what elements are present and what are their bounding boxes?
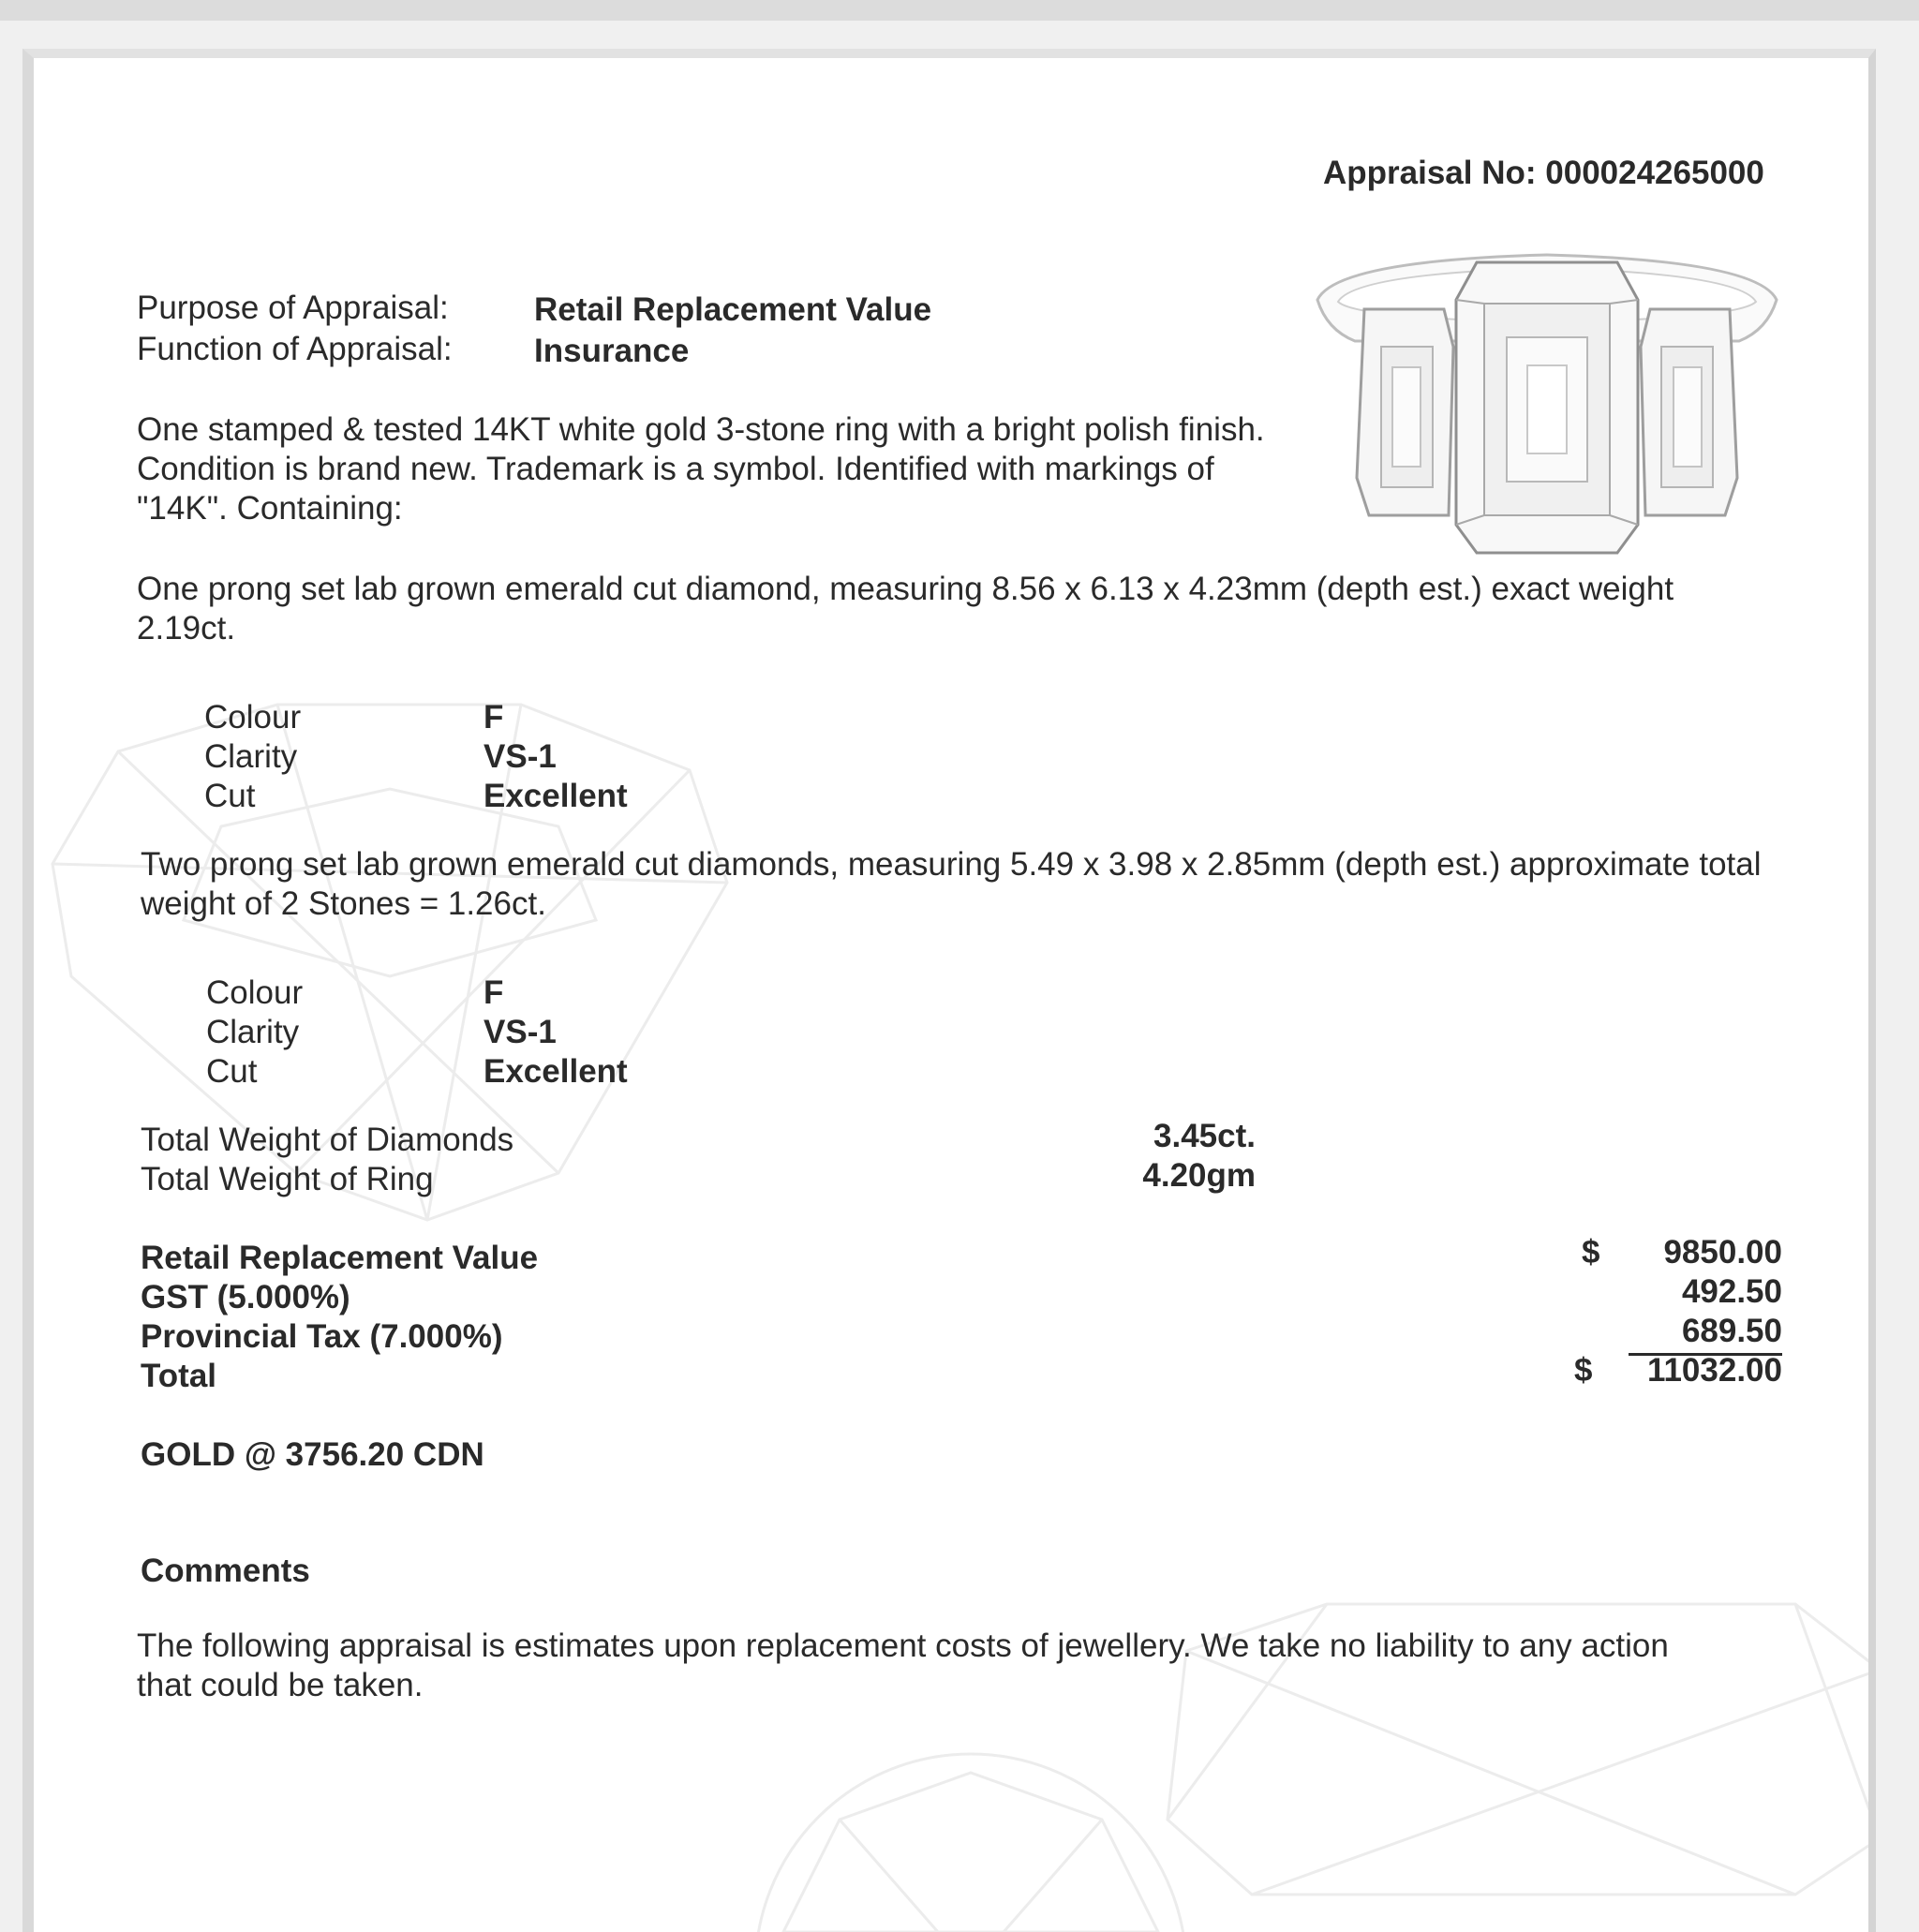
center-clarity-label: Clarity — [204, 738, 298, 775]
purpose-value: Retail Replacement Value — [534, 291, 932, 328]
appraisal-document — [22, 49, 1876, 1932]
total-currency-symbol: $ — [1574, 1352, 1593, 1389]
gst-label: GST (5.000%) — [141, 1279, 350, 1315]
center-cut-value: Excellent — [483, 778, 628, 814]
comments-heading: Comments — [141, 1553, 310, 1589]
ring-description: One stamped & tested 14KT white gold 3-stone ring with a bright polish finish. Condition is brand new. Trademark is a symbol. Identified with markings of "14K". Containing: — [137, 411, 1265, 527]
diamond-weight-value: 3.45ct. — [1153, 1118, 1256, 1154]
appraisal-number: Appraisal No: 000024265000 — [1323, 155, 1764, 191]
center-stone-description: One prong set lab grown emerald cut diamond, measuring 8.56 x 6.13 x 4.23mm (depth est.) exact weight 2.19ct. — [137, 571, 1674, 646]
total-label: Total — [141, 1358, 217, 1394]
gold-price: GOLD @ 3756.20 CDN — [141, 1436, 484, 1473]
total-amount: 11032.00 — [1646, 1352, 1782, 1389]
retail-currency-symbol: $ — [1582, 1234, 1600, 1271]
three-stone-ring-image — [1299, 244, 1795, 562]
function-value: Insurance — [534, 333, 690, 369]
top-strip — [0, 0, 1919, 21]
ring-weight-label: Total Weight of Ring — [141, 1161, 434, 1197]
retail-value-amount: 9850.00 — [1663, 1234, 1782, 1271]
side-clarity-label: Clarity — [206, 1014, 300, 1050]
diamond-weight-label: Total Weight of Diamonds — [141, 1122, 514, 1158]
side-colour-label: Colour — [206, 974, 304, 1011]
purpose-label: Purpose of Appraisal: — [137, 290, 449, 326]
ring-weight-value: 4.20gm — [1142, 1157, 1256, 1194]
gst-amount: 492.50 — [1681, 1273, 1782, 1310]
side-cut-label: Cut — [206, 1053, 258, 1090]
side-clarity-value: VS-1 — [483, 1014, 557, 1050]
center-cut-label: Cut — [204, 778, 256, 814]
function-label: Function of Appraisal: — [137, 331, 453, 367]
side-stones-description: Two prong set lab grown emerald cut diamonds, measuring 5.49 x 3.98 x 2.85mm (depth est.) approximate total weight of 2 Stones = 1.26ct. — [141, 846, 1762, 922]
center-clarity-value: VS-1 — [483, 738, 557, 775]
center-colour-value: F — [483, 699, 504, 736]
comments-text: The following appraisal is estimates upon replacement costs of jewellery. We take no liability to any action that could be taken. — [137, 1627, 1669, 1703]
retail-value-label: Retail Replacement Value — [141, 1240, 539, 1276]
provincial-tax-amount: 689.50 — [1681, 1313, 1782, 1349]
center-colour-label: Colour — [204, 699, 302, 736]
side-colour-value: F — [483, 974, 504, 1011]
provincial-tax-label: Provincial Tax (7.000%) — [141, 1318, 503, 1355]
side-cut-value: Excellent — [483, 1053, 628, 1090]
